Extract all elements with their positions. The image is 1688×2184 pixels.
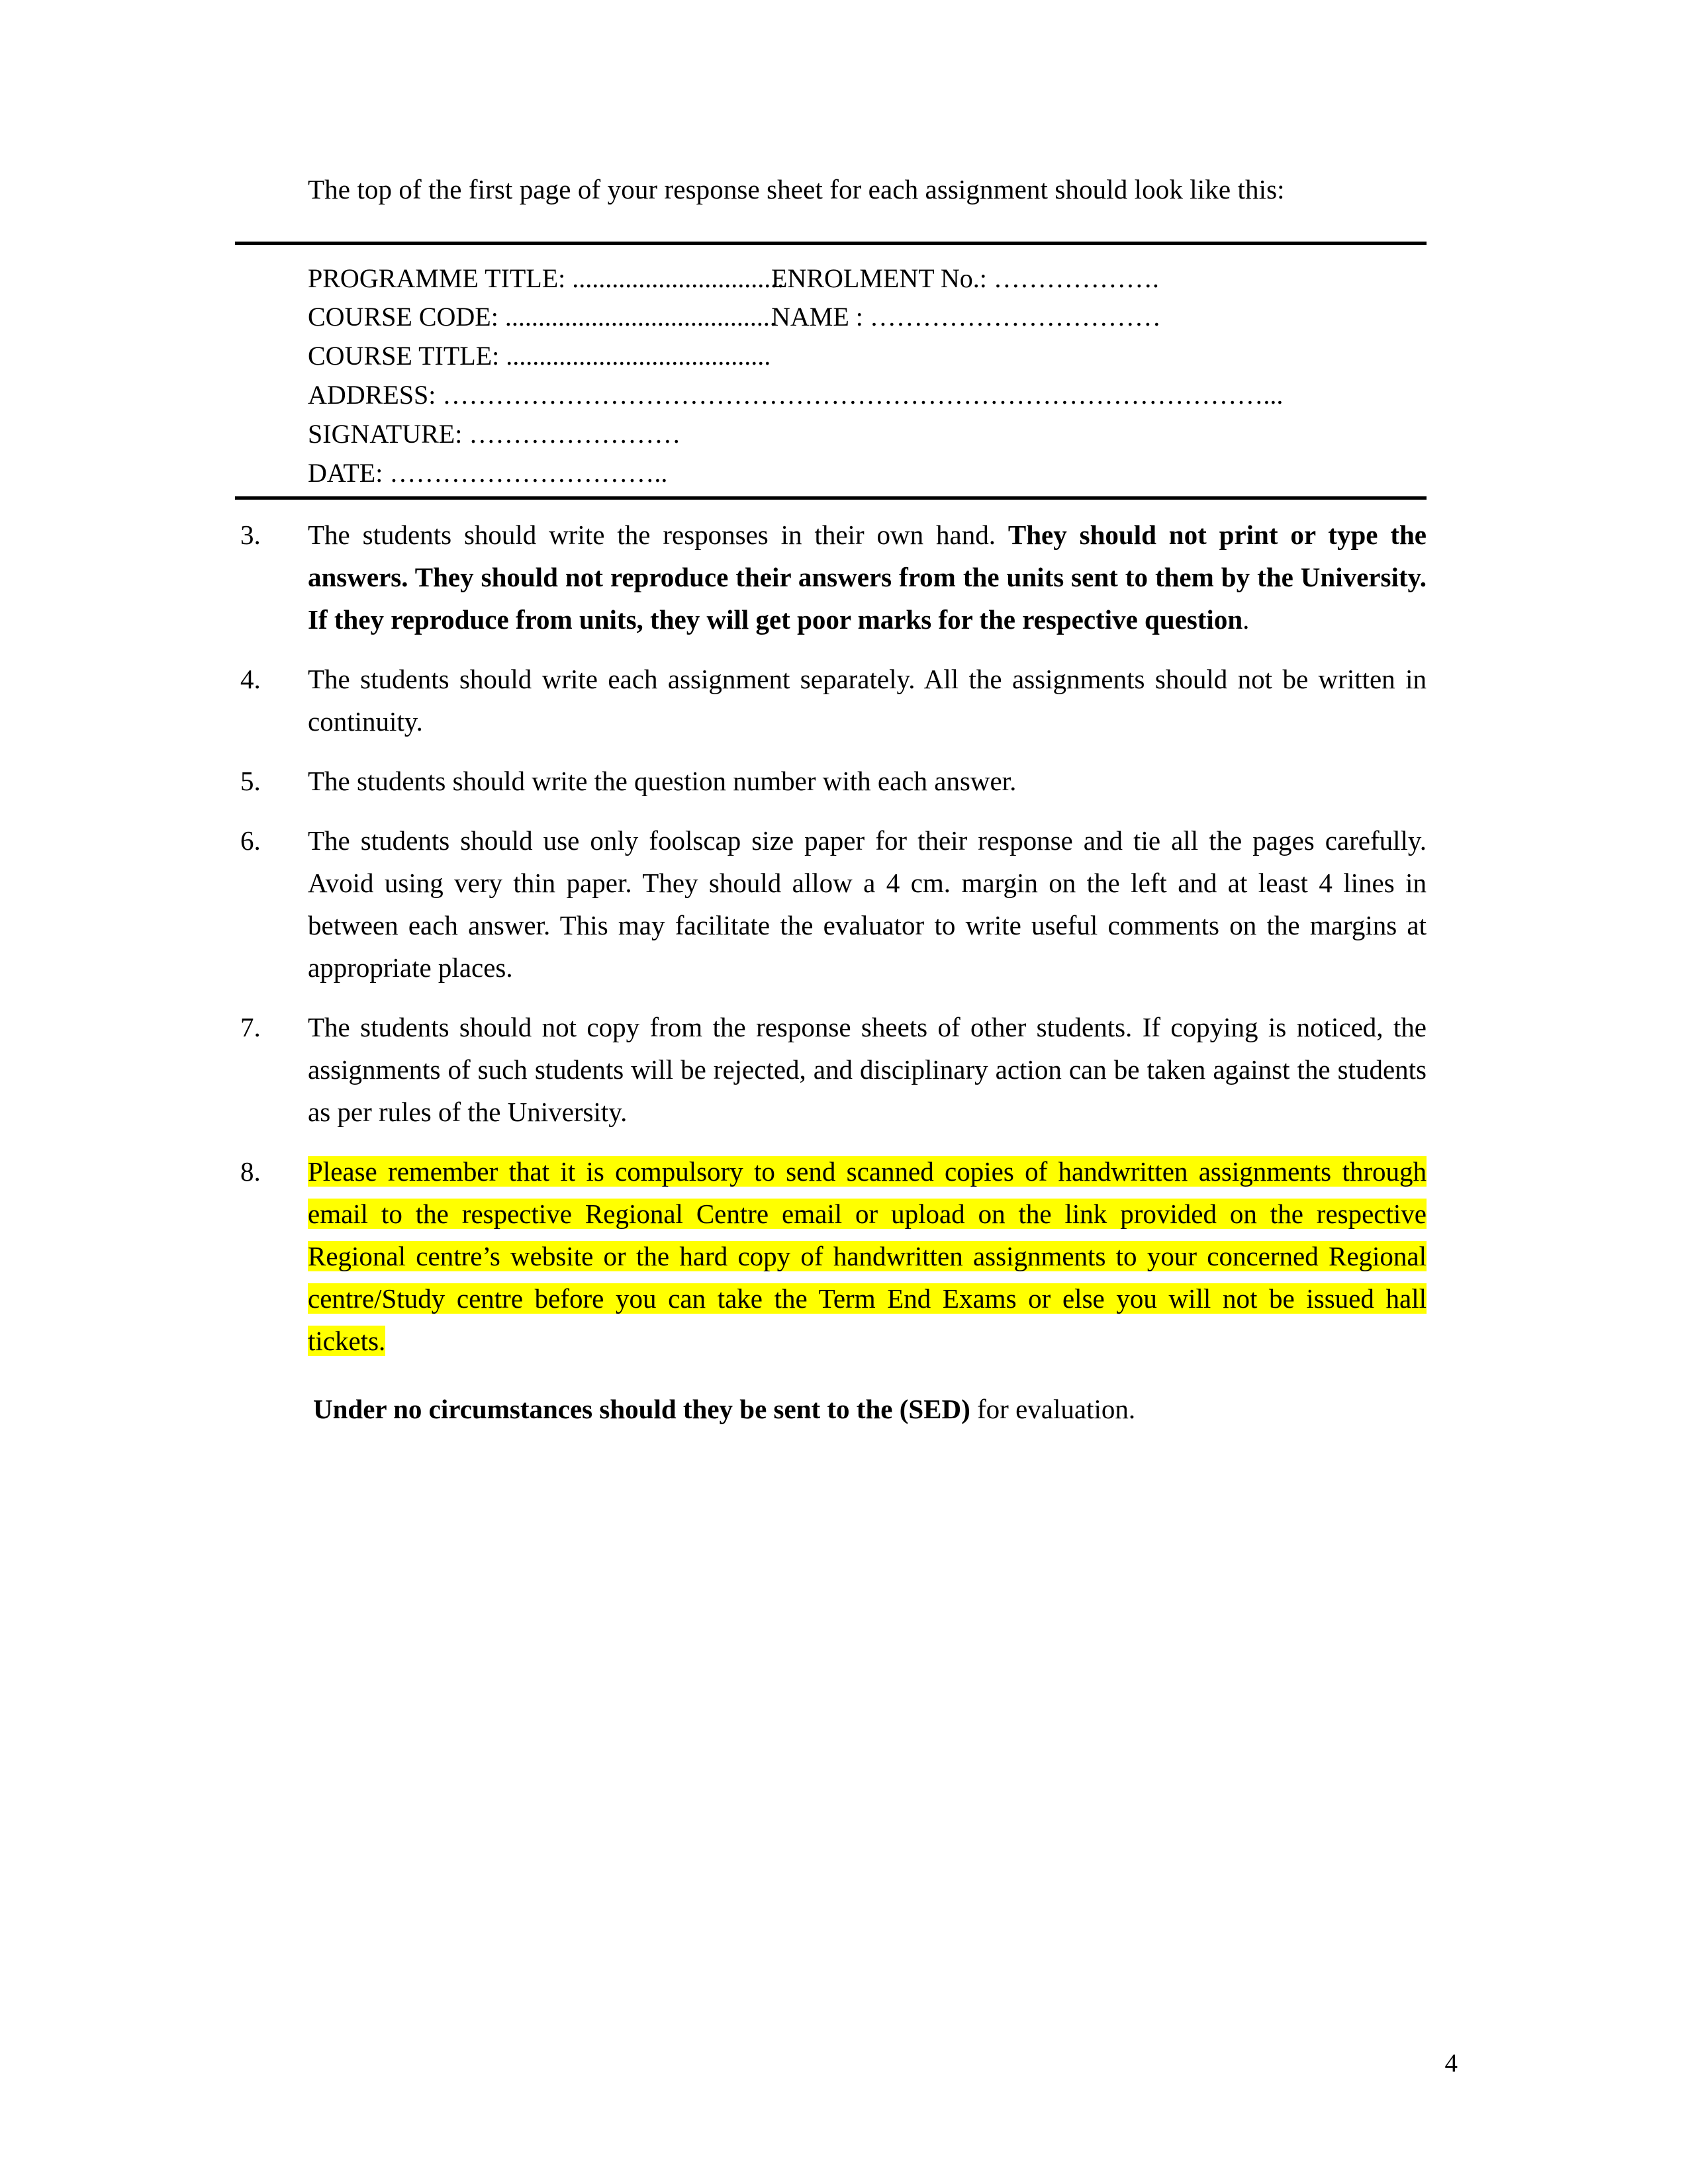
form-leader: ……………….: [993, 263, 1159, 293]
form-row: [308, 259, 1427, 298]
list-item-text: Please remember that it is compulsory to send scanned copies of handwritten assignments through email to the respective Regional Centre email or upload on the link provided on the respective Regional centre’s website or the hard copy of handwritten assignments to your concerned Regional centre/Study centre before you can take the Term End Exams or else you will not be issued hall tickets.: [308, 1156, 1427, 1356]
list-item-body: [308, 820, 1427, 989]
list-item-number: 8.: [240, 1156, 261, 1187]
form-leader: .........................................: [504, 302, 776, 332]
form-field-empty: [771, 337, 1427, 376]
form-row: [308, 337, 1427, 376]
form-leader: ……………………: [469, 418, 681, 449]
form-row: [308, 415, 1427, 454]
list-item-body: [308, 760, 1427, 803]
intro-paragraph: The top of the first page of your response sheet for each assignment should look like this:: [308, 174, 1285, 205]
form-label: DATE:: [308, 457, 383, 488]
list-item-text-bold: They should not print or type the answers. They should not reproduce their answers from the units sent to them by the University. If they reproduce from units, they will get poor marks for the respective question: [308, 520, 1427, 635]
sed-note-plain: for evaluation.: [970, 1394, 1136, 1425]
instructions-list: [235, 514, 1427, 1362]
list-item-text: The students should write the question number with each answer.: [308, 766, 1017, 797]
form-field-name: [771, 298, 1427, 337]
form-field-address: [308, 376, 1427, 415]
list-item-text: The students should not copy from the response sheets of other students. If copying is noticed, the assignments of such students will be rejected, and disciplinary action can be taken against the students as per rules of the University.: [308, 1011, 1427, 1127]
list-item: [235, 820, 1427, 989]
form-row: [308, 298, 1427, 337]
form-leader: ……………………………: [869, 302, 1161, 332]
form-label: ENROLMENT No.:: [771, 263, 987, 293]
form-label: COURSE TITLE:: [308, 341, 500, 371]
form-label: COURSE CODE:: [308, 302, 498, 332]
page-number: 4: [1444, 2049, 1458, 2077]
response-sheet-header-form: [235, 242, 1427, 500]
form-field-enrolment-no: [771, 259, 1427, 298]
form-label: ADDRESS:: [308, 379, 436, 410]
form-label: NAME :: [771, 302, 863, 332]
form-leader: ................................: [572, 263, 784, 293]
list-item-number: 6.: [240, 825, 261, 856]
form-leader: …………………………..: [389, 457, 668, 488]
list-item-number: 7.: [240, 1011, 261, 1042]
list-item: [235, 1007, 1427, 1134]
list-item-body: [308, 1007, 1427, 1134]
list-item-body: [308, 1151, 1427, 1363]
list-item-text: .: [1243, 604, 1250, 635]
list-item: [235, 760, 1427, 803]
form-field-date: [308, 454, 1427, 493]
form-field-signature: [308, 415, 1427, 454]
list-item: [235, 659, 1427, 743]
list-item: [235, 514, 1427, 641]
form-row: [308, 376, 1427, 415]
form-field-course-title: [308, 337, 771, 376]
document-content: [235, 169, 1427, 1431]
list-item-text: The students should write the responses in their own hand.: [308, 520, 1008, 551]
list-item-text: The students should write each assignment separately. All the assignments should not be written in continuity.: [308, 664, 1427, 737]
form-leader: ........................................: [506, 341, 771, 371]
list-item-number: 4.: [240, 664, 261, 695]
sed-note-bold: Under no circumstances should they be sent to the (SED): [313, 1394, 970, 1425]
list-item-body: [308, 659, 1427, 743]
list-item-number: 5.: [240, 766, 261, 797]
form-label: SIGNATURE:: [308, 418, 463, 449]
form-leader: …………………………………………………………………………………...: [442, 379, 1284, 410]
form-row: [308, 454, 1427, 493]
form-label: PROGRAMME TITLE:: [308, 263, 566, 293]
form-field-programme-title: [308, 259, 784, 298]
list-item-text: The students should use only foolscap size paper for their response and tie all the pages carefully. Avoid using very thin paper. They should allow a 4 cm. margin on the left and at least 4 lines in between each answer. This may facilitate the evaluator to write useful comments on the margins at appropriate places.: [308, 825, 1427, 983]
list-item-body: [308, 514, 1427, 641]
form-field-course-code: [308, 298, 776, 337]
list-item: [235, 1151, 1427, 1363]
sed-note: [313, 1388, 1427, 1431]
list-item-number: 3.: [240, 520, 261, 551]
